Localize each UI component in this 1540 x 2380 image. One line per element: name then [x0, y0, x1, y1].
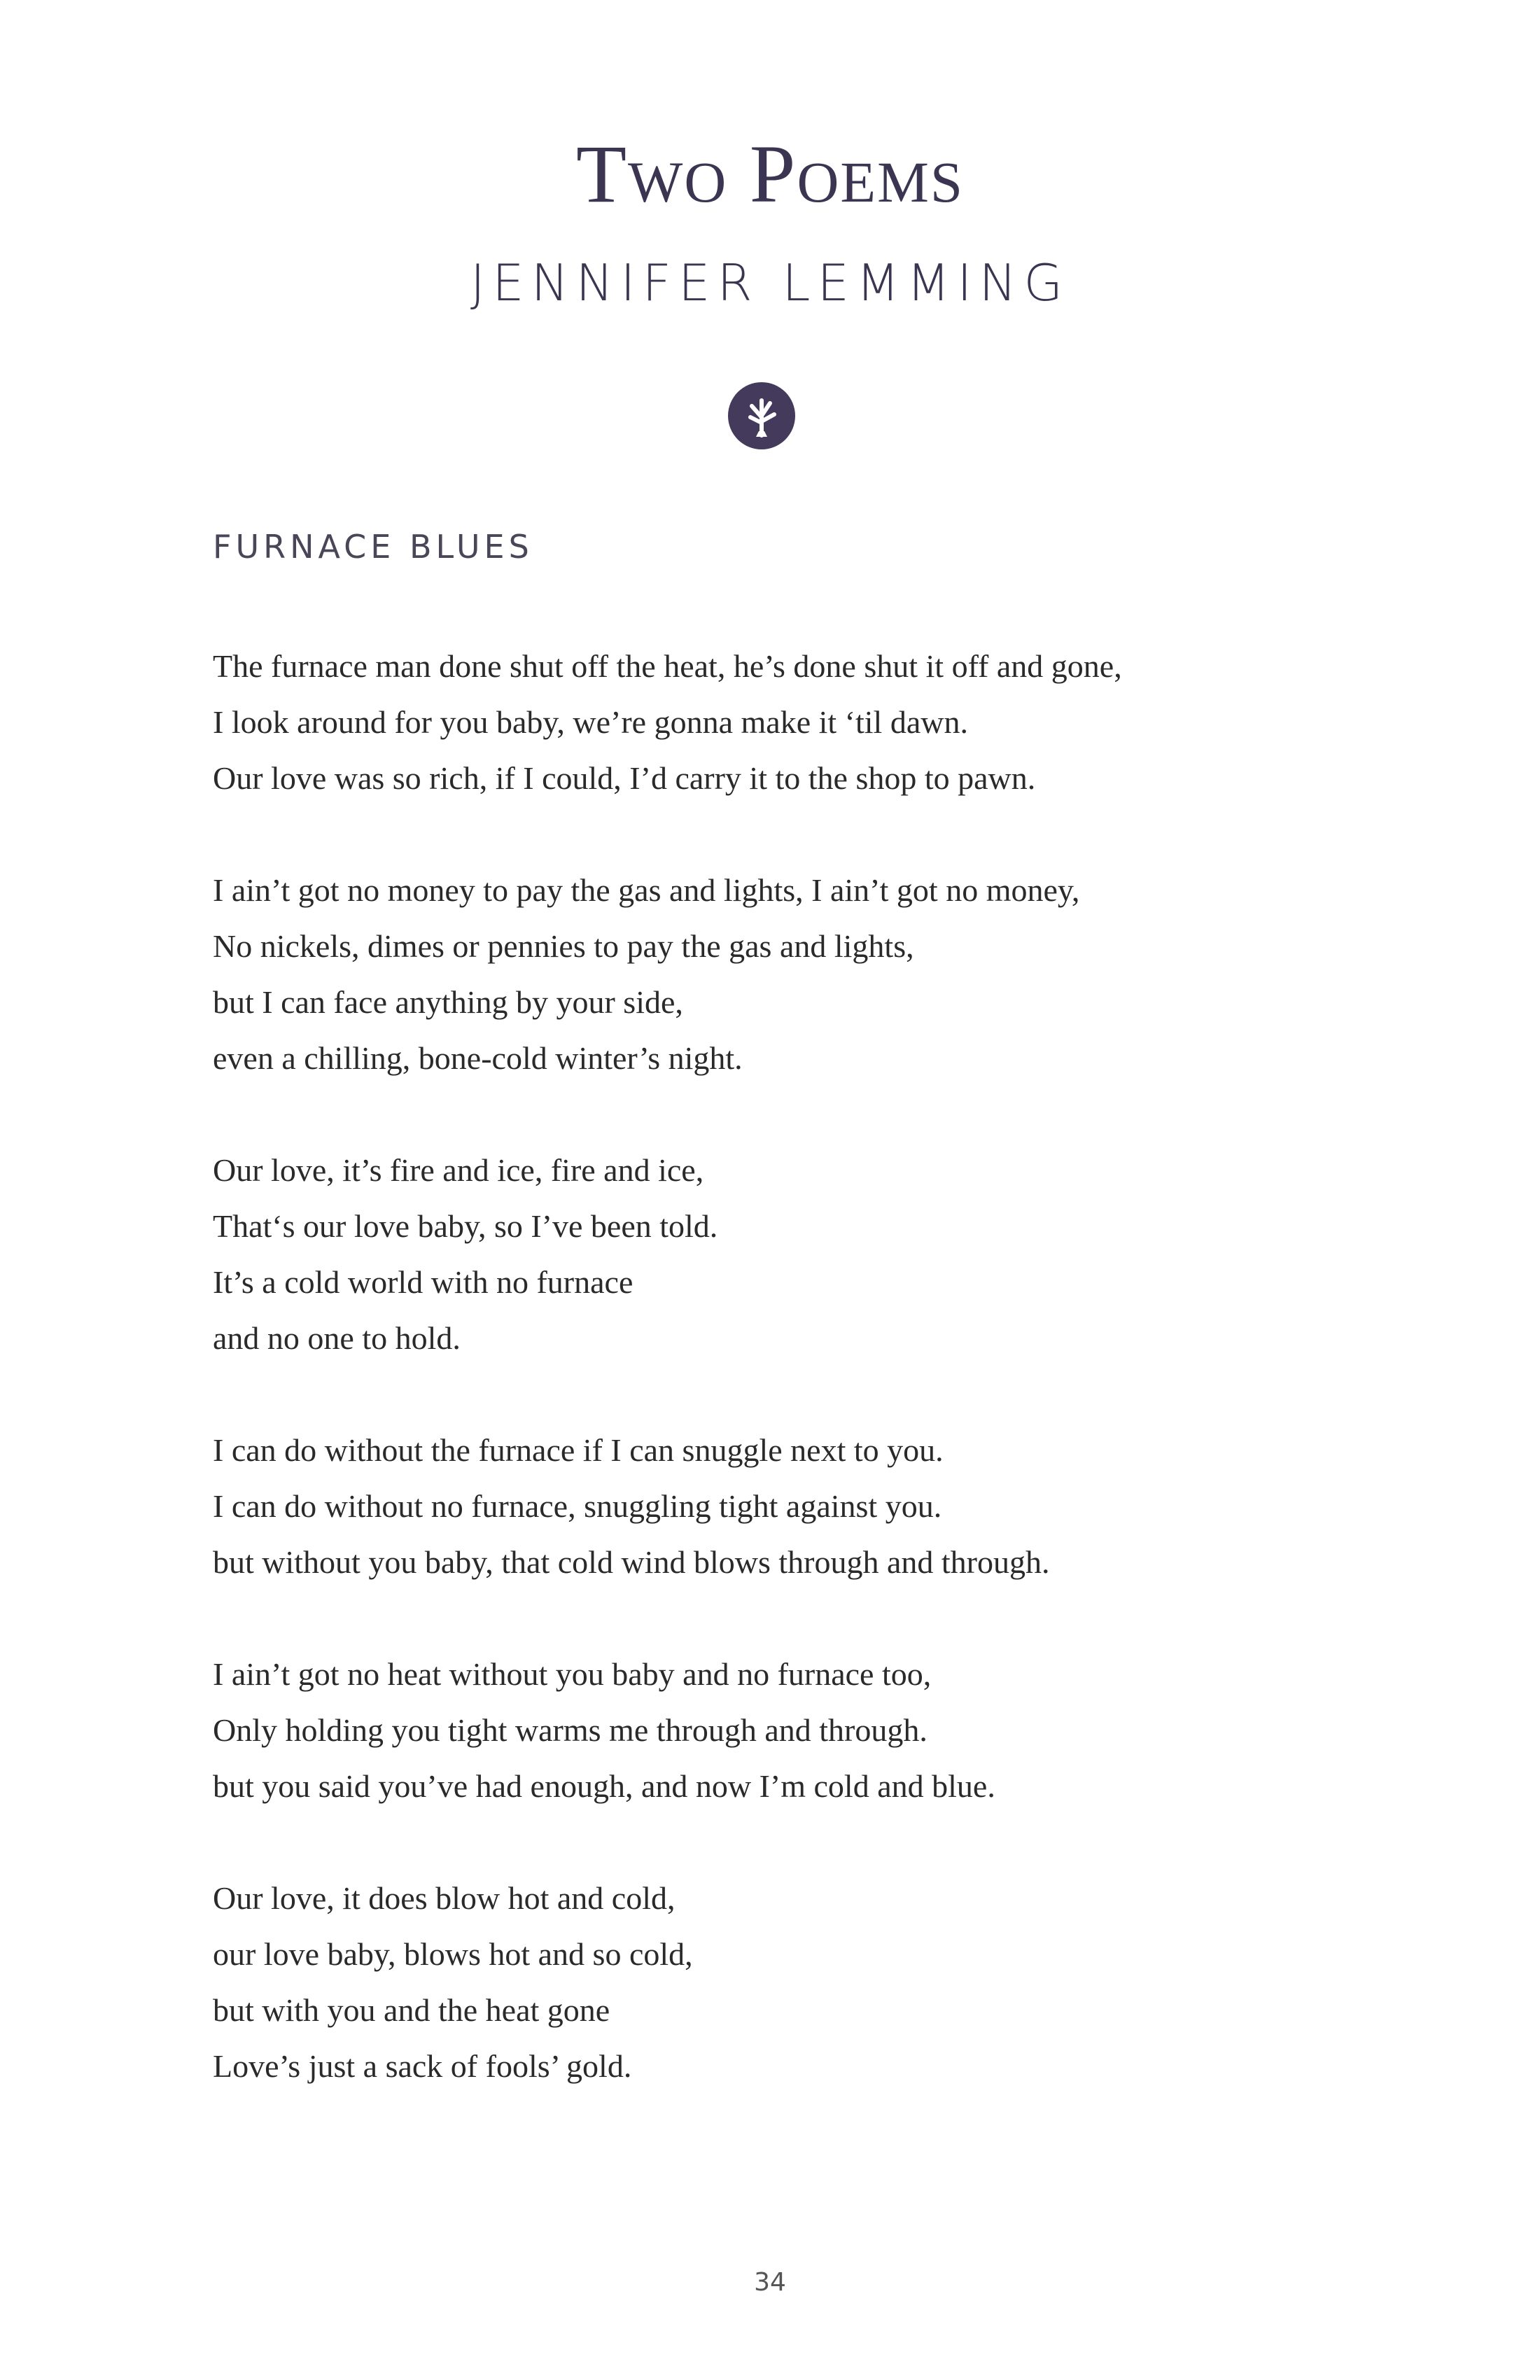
poem-line: I ain’t got no money to pay the gas and lights, I ain’t got no money, [213, 872, 1080, 908]
tree-emblem-icon [728, 382, 795, 449]
poem-line: even a chilling, bone-cold winter’s night. [213, 1040, 743, 1076]
poem-line: I can do without no furnace, snuggling tight against you. [213, 1488, 942, 1524]
stanza [213, 1422, 1403, 1590]
poem-line: Love’s just a sack of fools’ gold. [213, 2048, 632, 2084]
poem-line: Our love, it’s fire and ice, fire and ice, [213, 1152, 704, 1188]
poem-line: The furnace man done shut off the heat, he’s done shut it off and gone, [213, 648, 1122, 684]
poem-line: but you said you’ve had enough, and now I’m cold and blue. [213, 1768, 995, 1804]
poem-line: but with you and the heat gone [213, 1992, 610, 2028]
poem-line: Our love, it does blow hot and cold, [213, 1880, 676, 1916]
poem-line: I can do without the furnace if I can snuggle next to you. [213, 1432, 944, 1468]
poem-line: our love baby, blows hot and so cold, [213, 1936, 693, 1972]
poem-line: Our love was so rich, if I could, I’d carry it to the shop to pawn. [213, 760, 1036, 796]
poem-line: Only holding you tight warms me through and through. [213, 1712, 927, 1748]
poem-line: It’s a cold world with no furnace [213, 1264, 634, 1300]
stanza [213, 1870, 1403, 2094]
poem-body [213, 638, 1403, 2150]
stanza [213, 862, 1403, 1086]
stanza [213, 1646, 1403, 1814]
page-title: Two Poems [575, 128, 965, 220]
poem-line: but without you baby, that cold wind blows through and through. [213, 1544, 1050, 1580]
poem-line: That‘s our love baby, so I’ve been told. [213, 1208, 718, 1244]
poem-line: and no one to hold. [213, 1320, 461, 1356]
author-name: JENNIFER LEMMING [470, 253, 1070, 312]
poem-line: I look around for you baby, we’re gonna make it ‘til dawn. [213, 704, 968, 740]
page-number: 34 [754, 2268, 786, 2297]
poem-line: I ain’t got no heat without you baby and no furnace too, [213, 1656, 932, 1692]
poem-line: but I can face anything by your side, [213, 984, 683, 1020]
stanza [213, 1142, 1403, 1366]
poem-title: FURNACE BLUES [213, 528, 533, 566]
stanza [213, 638, 1403, 806]
poem-line: No nickels, dimes or pennies to pay the gas and lights, [213, 928, 914, 964]
